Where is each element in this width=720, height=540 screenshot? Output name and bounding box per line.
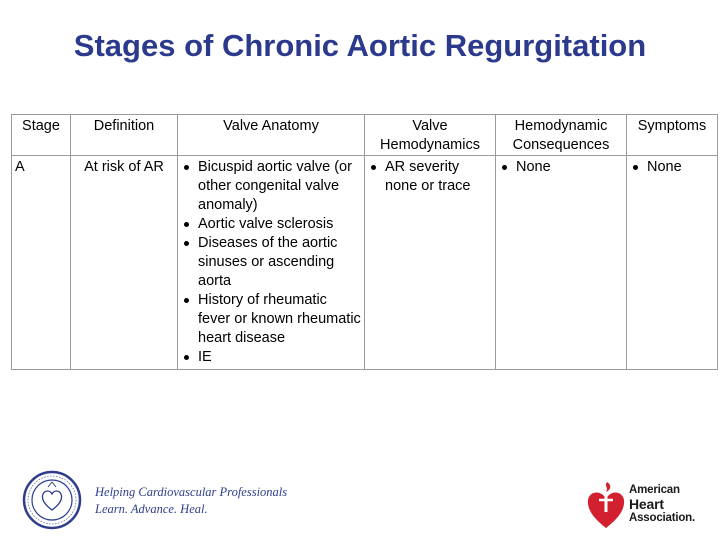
tagline-line-1: Helping Cardiovascular Professionals [95,485,288,499]
anatomy-cell [178,156,365,370]
aha-word-2: Heart [629,496,664,512]
anatomy-list [181,158,361,367]
hemodynamics-cell [365,156,496,370]
tagline [95,484,287,518]
consequences-cell [496,156,627,370]
table-header-row [12,115,718,156]
list-item: History of rheumatic fever or known rheumatic heart disease [181,291,361,348]
header-definition: Definition [71,115,178,156]
consequences-list [499,158,623,177]
college-seal-icon [22,470,82,530]
acc-footer [22,470,292,532]
symptoms-cell [627,156,718,370]
list-item: IE [181,348,361,367]
table-row [12,156,718,370]
heart-torch-icon [585,478,627,530]
header-stage: Stage [12,115,71,156]
list-item: Bicuspid aortic valve (or other congenital valve anomaly) [181,158,361,215]
list-item: None [630,158,714,177]
list-item: Diseases of the aortic sinuses or ascending aorta [181,234,361,291]
tagline-line-2: Learn. Advance. Heal. [95,502,208,516]
stage-cell: A [12,156,71,370]
header-hemodynamic-consequences: Hemodynamic Consequences [496,115,627,156]
header-valve-hemodynamics: Valve Hemodynamics [365,115,496,156]
symptoms-list [630,158,714,177]
header-valve-anatomy: Valve Anatomy [178,115,365,156]
definition-cell: At risk of AR [71,156,178,370]
hemodynamics-list [368,158,492,196]
stages-table [11,114,718,370]
page-title: Stages of Chronic Aortic Regurgitation [73,28,647,63]
list-item: Aortic valve sclerosis [181,215,361,234]
list-item: None [499,158,623,177]
aha-word-1: American [629,484,680,496]
aha-wordmark [629,484,695,525]
aha-logo [585,478,715,530]
header-symptoms: Symptoms [627,115,718,156]
aha-word-3: Association. [629,512,695,524]
list-item: AR severity none or trace [368,158,492,196]
